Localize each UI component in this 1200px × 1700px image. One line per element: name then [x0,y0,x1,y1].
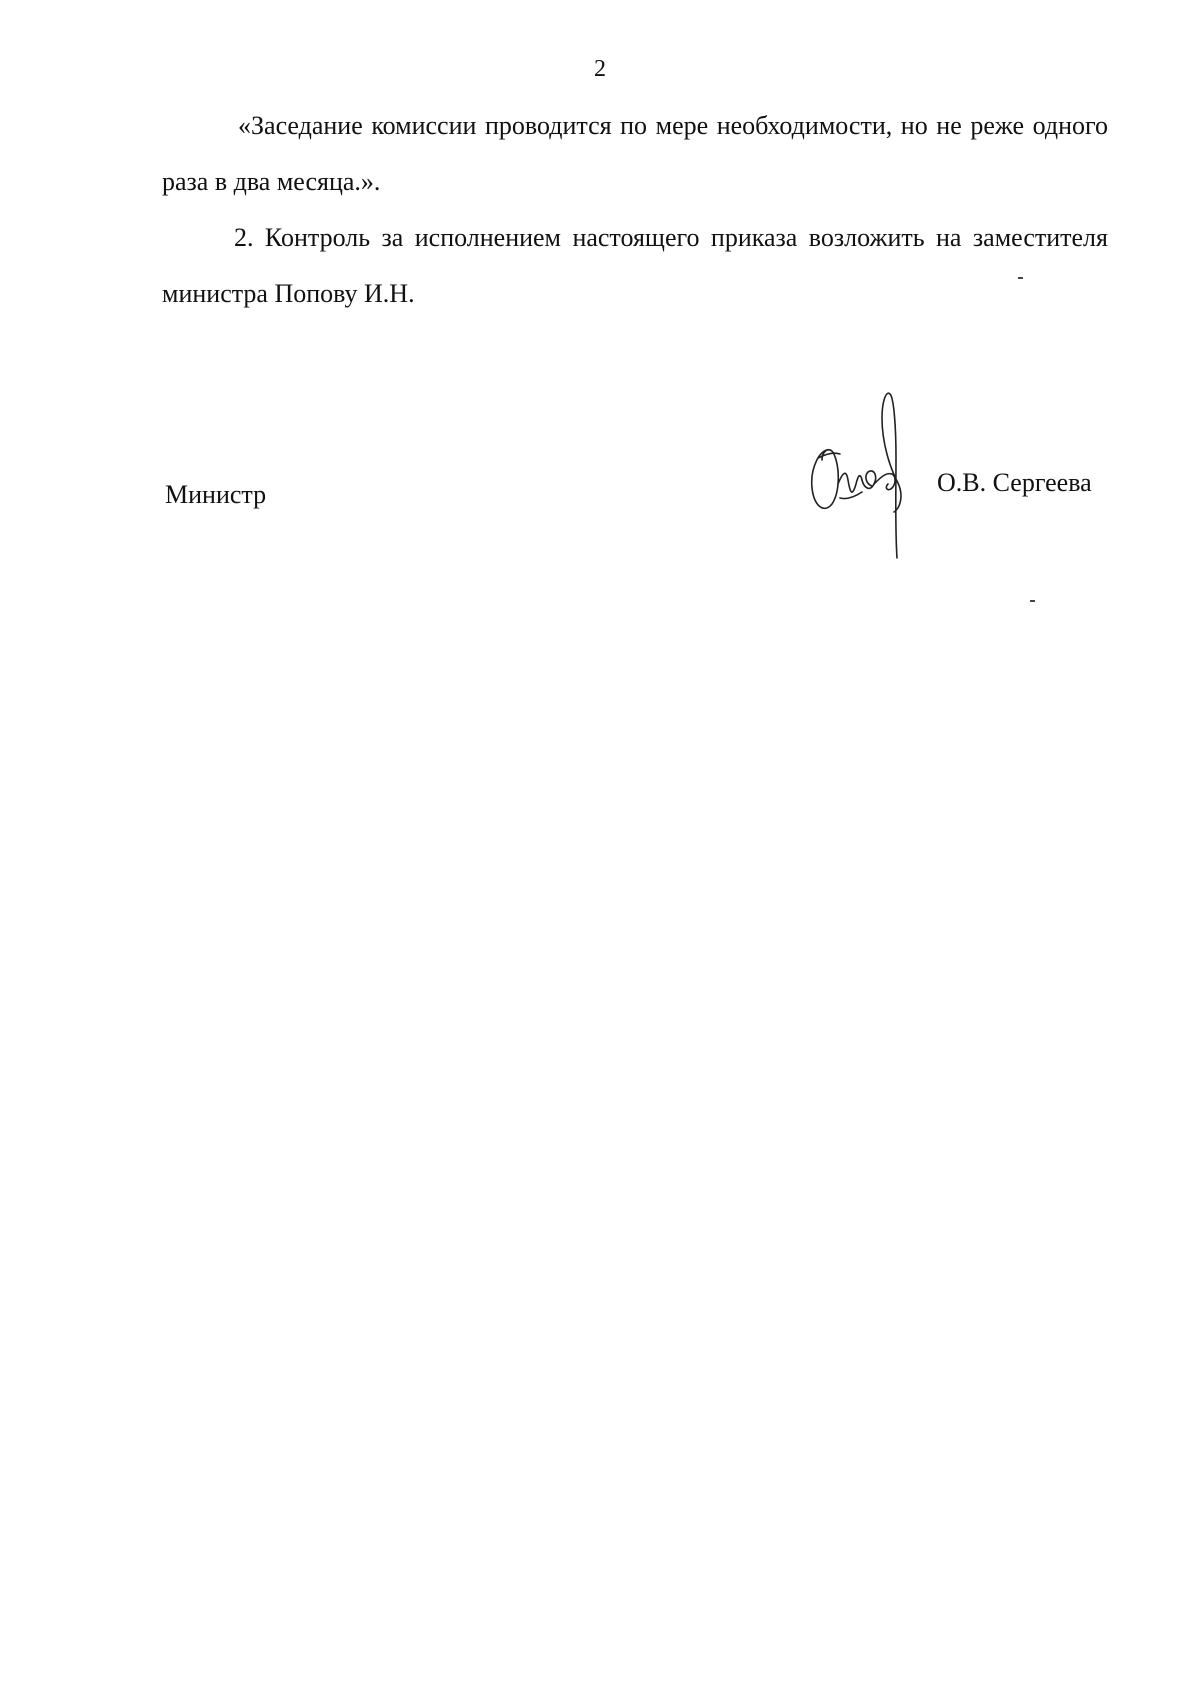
signer-name: О.В. Сергеева [937,468,1092,497]
signer-position: Министр [165,480,267,509]
handwritten-signature [800,388,925,568]
paragraph-meeting-frequency: «Заседание комиссии проводится по мере необходимости, но не реже одного раза в два месяца.». [162,111,1108,196]
signature-block [0,468,1200,560]
paragraph-control-assignment: 2. Контроль за исполнением настоящего приказа возложить на заместителя министра Попову И.Н. [162,223,1108,308]
page-number: 2 [594,56,606,82]
scan-speck [1018,277,1023,279]
document-body [162,98,1108,322]
scan-speck [1030,600,1035,602]
